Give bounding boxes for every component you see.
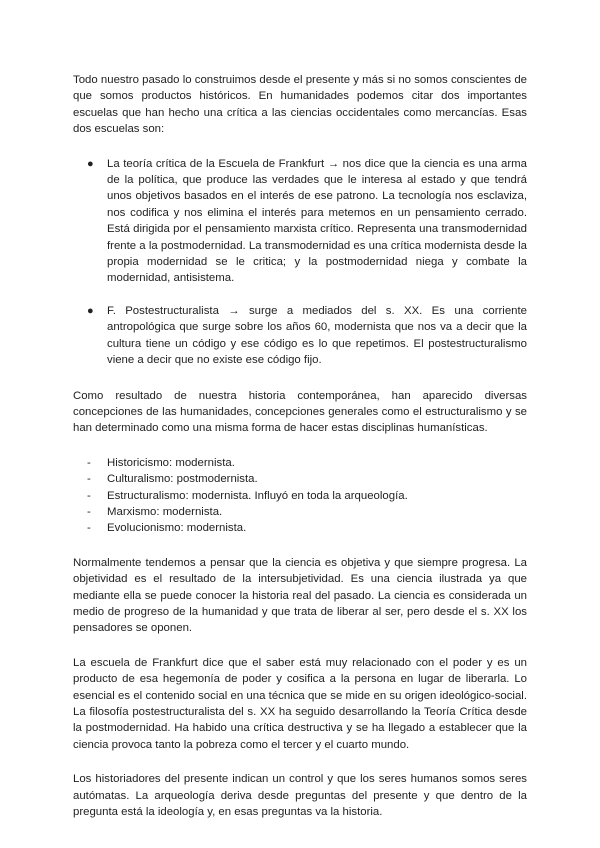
- paragraph-concepciones: Como resultado de nuestra historia contemporánea, han aparecido diversas concepciones de las humanidades, concepciones generales como el estructuralismo y se han determinado como una misma forma de hacer estas disciplinas humanísticas.: [73, 389, 527, 435]
- schools-bullet-list: [73, 156, 527, 369]
- current-text: Historicismo: modernista.: [107, 456, 235, 469]
- current-text: Marxismo: modernista.: [107, 505, 223, 518]
- paragraph-escuela-frankfurt: La escuela de Frankfurt dice que el saber está muy relacionado con el poder y es un producto de esa hegemonía de poder y cosifica a la persona en lugar de liberarla. Lo esencial es el contenido social en una técnica que se mide en su origen ideológico-social. La filosofía postestructuralista del s. XX ha seguido desarrollando la Teoría Crítica desde la postmodernidad. Ha habido una crítica destructiva y se ha llegado a establecer que la ciencia provoca tanto la pobreza como el tercer y el cuarto mundo.: [73, 656, 527, 751]
- school-frankfurt-text: La teoría crítica de la Escuela de Frankfurt → nos dice que la ciencia es una arma de la política, que produce las verdades que le interesa al estado y que tendrá unos objetivos basados en el interés de ese patrono. La tecnología nos esclaviza, nos codifica y nos elimina el interés para metemos en un pensamiento cerrado. Está dirigida por el pensamiento marxista crítico. Representa una transmodernidad frente a la postmodernidad. La transmodernidad es una crítica modernista desde la propia modernidad se le critica; y la postmodernidad niega y combate la modernidad, antisistema.: [107, 157, 527, 285]
- current-text: Culturalismo: postmodernista.: [107, 473, 258, 486]
- currents-dash-list: [73, 455, 527, 537]
- list-item: [87, 488, 527, 504]
- dash-icon: -: [87, 489, 91, 502]
- list-item: [87, 156, 527, 287]
- dash-icon: -: [87, 473, 91, 486]
- bullet-icon: ●: [87, 304, 94, 317]
- dash-icon: -: [87, 522, 91, 535]
- list-item: [87, 303, 527, 369]
- list-item: [87, 471, 527, 487]
- dash-icon: -: [87, 456, 91, 469]
- list-item: [87, 520, 527, 536]
- list-item: [87, 504, 527, 520]
- dash-icon: -: [87, 505, 91, 518]
- paragraph-ciencia-objetiva: Normalmente tendemos a pensar que la ciencia es objetiva y que siempre progresa. La objetividad es el resultado de la intersubjetividad. Es una ciencia ilustrada ya que mediante ella se puede conocer la historia real del pasado. La ciencia es considerada un medio de progreso de la humanidad y que trata de liberar al ser, pero desde el s. XX los pensadores se oponen.: [73, 556, 527, 635]
- current-text: Estructuralismo: modernista. Influyó en toda la arqueología.: [107, 489, 408, 502]
- current-text: Evolucionismo: modernista.: [107, 522, 247, 535]
- school-postestructuralista-text: F. Postestructuralista → surge a mediados del s. XX. Es una corriente antropológica que surge sobre los años 60, modernista que nos va a decir que la cultura tiene un código y ese código es lo que repetimos. El postestructuralismo viene a decir que no existe ese código fijo.: [107, 304, 527, 367]
- bullet-icon: ●: [87, 157, 94, 170]
- list-item: [87, 455, 527, 471]
- paragraph-historiadores: Los historiadores del presente indican un control y que los seres humanos somos seres autómatas. La arqueología deriva desde preguntas del presente y que dentro de la pregunta está la ideología y, en esas preguntas va la historia.: [73, 773, 527, 819]
- intro-paragraph: Todo nuestro pasado lo construimos desde el presente y más si no somos conscientes de que somos productos históricos. En humanidades podemos citar dos importantes escuelas que han hecho una crítica a las ciencias occidentales como mercancías. Esas dos escuelas son:: [73, 74, 527, 136]
